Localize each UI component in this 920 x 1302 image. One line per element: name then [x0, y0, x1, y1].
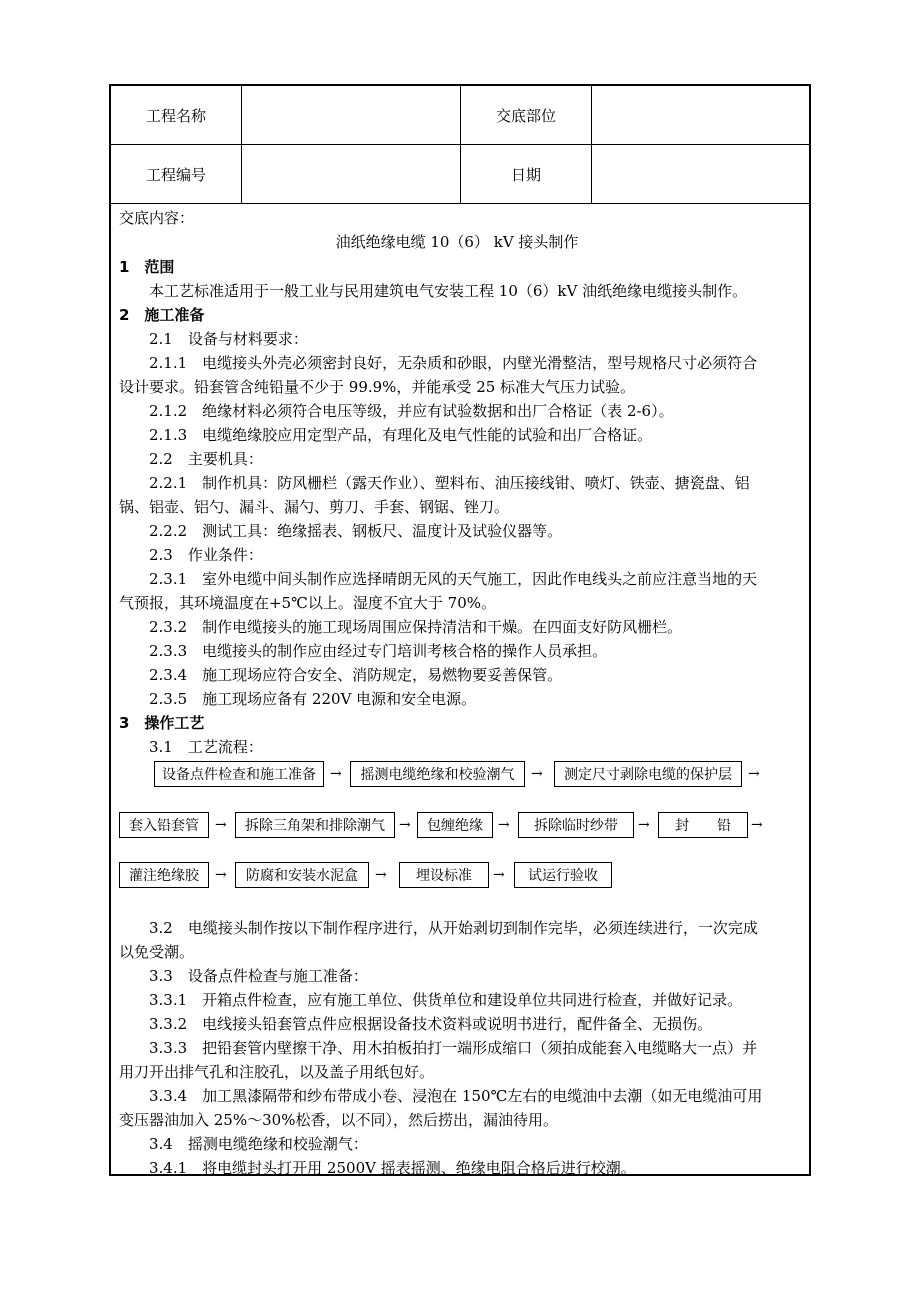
arrow-right-icon: → — [748, 766, 760, 782]
flow-step: 拆除三角架和排除潮气 — [235, 812, 395, 838]
header-divider — [241, 86, 242, 204]
handover-part-field[interactable] — [592, 86, 809, 144]
paragraph: 本工艺标准适用于一般工业与民用建筑电气安装工程 10（6）kV 油纸绝缘电缆接头制作。 — [149, 282, 748, 300]
arrow-right-icon: → — [399, 817, 411, 833]
document-title: 油纸绝缘电缆 10（6） kV 接头制作 — [335, 233, 579, 251]
arrow-right-icon: → — [330, 766, 342, 782]
flow-step: 埋设标准 — [399, 862, 489, 888]
section-1-heading: 1 范围 — [119, 258, 175, 276]
arrow-right-icon: → — [531, 766, 543, 782]
flow-step: 拆除临时纱带 — [518, 812, 634, 838]
handover-part-label: 交底部位 — [495, 106, 556, 125]
paragraph: 3.3 设备点件检查与施工准备： — [149, 967, 368, 985]
paragraph: 气预报，其环境温度在+5℃以上。湿度不宜大于 70%。 — [119, 594, 497, 612]
paragraph: 3.2 电缆接头制作按以下制作程序进行，从开始剥切到制作完毕，必须连续进行，一次完成 — [149, 919, 758, 937]
arrow-right-icon: → — [215, 817, 227, 833]
paragraph: 3.1 工艺流程： — [149, 738, 263, 756]
paragraph: 2.3.3 电缆接头的制作应由经过专门培训考核合格的操作人员承担。 — [149, 642, 608, 660]
paragraph: 2.2.1 制作机具：防风栅栏（露天作业）、塑料布、油压接线钳、喷灯、铁壶、搪瓷盘、铝 — [149, 474, 750, 492]
arrow-right-icon: → — [493, 867, 505, 883]
paragraph: 3.4 摇测电缆绝缘和校验潮气： — [149, 1135, 368, 1153]
flow-step: 灌注绝缘胶 — [119, 862, 209, 888]
date-label: 日期 — [510, 165, 541, 184]
flow-step: 封 铅 — [658, 812, 748, 838]
paragraph: 2.1.1 电缆接头外壳必须密封良好，无杂质和砂眼，内壁光滑整洁，型号规格尺寸必须符合 — [149, 354, 758, 372]
project-name-field[interactable] — [242, 86, 460, 144]
arrow-right-icon: → — [215, 867, 227, 883]
paragraph: 锅、铝壶、铝勺、漏斗、漏勺、剪刀、手套、钢锯、锉刀。 — [119, 498, 510, 516]
paragraph: 2.3.1 室外电缆中间头制作应选择晴朗无风的天气施工，因此作电线头之前应注意当地的天 — [149, 570, 758, 588]
paragraph: 2.1 设备与材料要求： — [149, 330, 308, 348]
flow-step: 设备点件检查和施工准备 — [154, 761, 324, 787]
date-field[interactable] — [592, 145, 809, 203]
paragraph: 2.1.3 电缆绝缘胶应用定型产品，有理化及电气性能的试验和出厂合格证。 — [149, 426, 653, 444]
arrow-right-icon: → — [638, 817, 650, 833]
paragraph: 3.3.2 电线接头铅套管点件应根据设备技术资料或说明书进行，配件备全、无损伤。 — [149, 1015, 713, 1033]
flow-step: 试运行验收 — [514, 862, 612, 888]
project-no-field[interactable] — [242, 145, 460, 203]
header-divider — [460, 86, 461, 204]
arrow-right-icon: → — [498, 817, 510, 833]
paragraph: 2.1.2 绝缘材料必须符合电压等级，并应有试验数据和出厂合格证（表 2-6）。 — [149, 402, 674, 420]
project-name-label: 工程名称 — [145, 106, 206, 125]
section-2-heading: 2 施工准备 — [119, 306, 205, 324]
paragraph: 2.3.2 制作电缆接头的施工现场周围应保持清洁和干燥。在四面支好防风栅栏。 — [149, 618, 683, 636]
paragraph: 用刀开出排气孔和注胶孔，以及盖子用纸包好。 — [119, 1063, 435, 1081]
content-label: 交底内容： — [119, 209, 195, 227]
paragraph: 以免受潮。 — [119, 943, 195, 961]
paragraph: 设计要求。铅套管含纯铅量不少于 99.9%，并能承受 25 标准大气压力试验。 — [119, 378, 636, 396]
paragraph: 2.3.4 施工现场应符合安全、消防规定，易燃物要妥善保管。 — [149, 666, 563, 684]
project-no-label: 工程编号 — [145, 165, 206, 184]
section-3-heading: 3 操作工艺 — [119, 714, 205, 732]
flow-step: 包缠绝缘 — [417, 812, 493, 838]
flow-step: 摇测电缆绝缘和校验潮气 — [350, 761, 525, 787]
flow-step: 测定尺寸剥除电缆的保护层 — [554, 761, 742, 787]
paragraph: 2.2.2 测试工具：绝缘摇表、钢板尺、温度计及试验仪器等。 — [149, 522, 563, 540]
header-divider — [591, 86, 592, 204]
paragraph: 2.3.5 施工现场应备有 220V 电源和安全电源。 — [149, 690, 477, 708]
paragraph: 3.3.3 把铅套管内壁擦干净、用木拍板拍打一端形成缩口（须拍成能套入电缆略大一点）并 — [149, 1039, 758, 1057]
flow-step: 防腐和安装水泥盒 — [235, 862, 369, 888]
paragraph: 3.3.4 加工黑漆隔带和纱布带成小卷、浸泡在 150℃左右的电缆油中去潮（如无电缆油可用 — [149, 1087, 763, 1105]
paragraph: 3.3.1 开箱点件检查，应有施工单位、供货单位和建设单位共同进行检查，并做好记录。 — [149, 991, 743, 1009]
arrow-right-icon: → — [751, 817, 763, 833]
flow-step: 套入铅套管 — [119, 812, 209, 838]
paragraph: 2.2 主要机具： — [149, 450, 263, 468]
handover-form — [109, 84, 811, 1176]
paragraph: 变压器油加入 25%～30%松香，以不同），然后捞出，漏油待用。 — [119, 1111, 558, 1129]
paragraph: 3.4.1 将电缆封头打开用 2500V 摇表摇测、绝缘电阻合格后进行校潮。 — [149, 1159, 636, 1177]
arrow-right-icon: → — [375, 867, 387, 883]
paragraph: 2.3 作业条件： — [149, 546, 263, 564]
